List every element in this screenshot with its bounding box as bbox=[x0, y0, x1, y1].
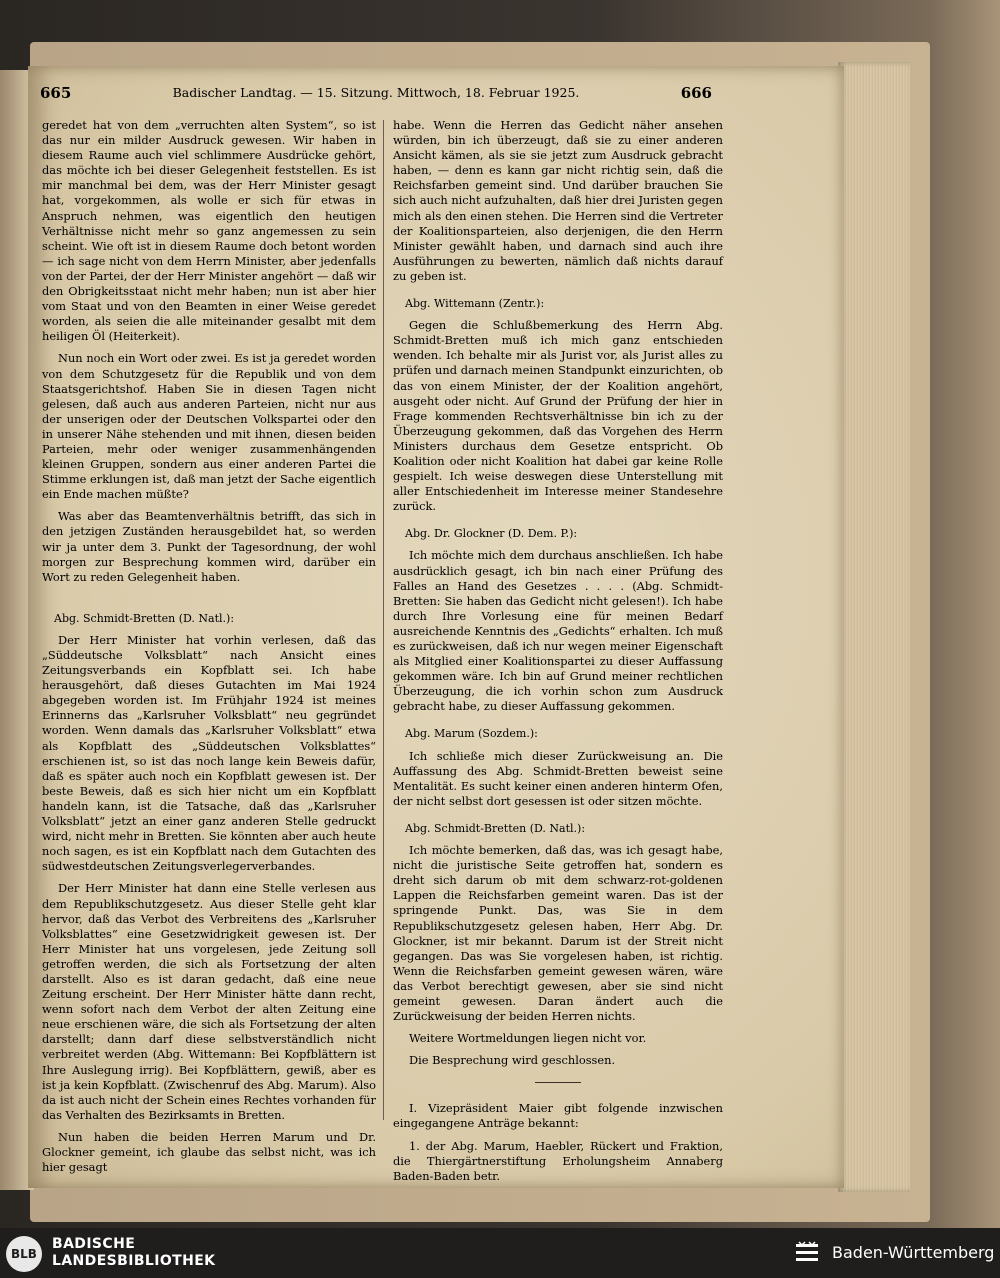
running-header bbox=[40, 84, 712, 106]
section-separator bbox=[535, 1082, 581, 1083]
paragraph: Der Herr Minister hat vorhin verlesen, daß das „Süddeutsche Volksblatt“ nach Ansicht eines Zeitungsverbands ein Kopfblatt sei. Ich habe herausgehört, daß dieses Gutachten im Mai 1924 abgegeben worden ist. Im Frühjahr 1924 ist meines Erinnerns das „Karlsruher Volksblatt“ neu gegründet worden. Wenn damals das „Karlsruher Volksblatt“ etwa als Kopfblatt des „Süddeutschen Volksblattes“ erschienen ist, so ist das noch lange kein Beweis dafür, daß es später auch noch ein Kopfblatt gewesen ist. Der beste Beweis, daß es sich hier nicht um ein Kopfblatt handeln kann, ist die Tatsache, daß das „Karlsruher Volksblatt“ jetzt an einer ganz anderen Stelle gedruckt wird, nicht mehr in Bretten. Sie könnten aber auch heute noch sagen, es ist ein Kopfblatt nach dem Gutachten des südwestdeutschen Zeitungsverlegerverbandes. bbox=[42, 632, 376, 874]
paragraph: Nun noch ein Wort oder zwei. Es ist ja geredet worden von dem Schutzgesetz für die Republik und von dem Staatsgerichtshof. Haben Sie in diesen Tagen nicht gelesen, daß auch aus anderen Parteien, nicht nur aus der unserigen oder der Deutschen Volkspartei oder den in unserer Nähe stehenden und mit ihnen, diesen beiden Parteien, mehr oder weniger zusammenhängenden kleinen Gruppen, sondern aus einer anderen Partei die Stimme erklungen ist, daß man jetzt der Sache eigentlich ein Ende machen müßte? bbox=[42, 351, 376, 502]
paragraph: Was aber das Beamtenverhältnis betrifft, das sich in den jetzigen Zuständen herausgebildet hat, so werden wir ja unter dem 3. Punkt der Tagesordnung, der wohl morgen zur Besprechung kommen wird, darüber ein Wort zu reden Gelegenheit haben. bbox=[42, 509, 376, 584]
speaker-heading: Abg. Schmidt-Bretten (D. Natl.): bbox=[54, 611, 235, 625]
coat-of-arms-icon bbox=[792, 1238, 822, 1268]
library-name[interactable] bbox=[52, 1236, 215, 1270]
paragraph: Die Besprechung wird geschlossen. bbox=[409, 1053, 616, 1068]
paragraph: Ich möchte bemerken, daß das, was ich gesagt habe, nicht die juristische Seite getroffen hat, sondern es dreht sich darum ob mit dem schwarz-rot-goldenen Lappen die Reichsfarben gemeint waren. Das ist der springende Punkt. Das, was Sie in dem Republikschutzgesetz gelesen haben, Herr Abg. Dr. Glockner, ist mir bekannt. Darum ist der Streit nicht gegangen. Das was Sie vorgelesen haben, ist richtig. Wenn die Reichsfarben gemeint gewesen wären, wäre das Verbot berechtigt gewesen, aber sie sind nicht gemeint gewesen. Daran ändert auch die Zurückweisung der beiden Herren nichts. bbox=[393, 843, 723, 1024]
footer-bar bbox=[0, 1228, 1000, 1278]
paragraph: 1. der Abg. Marum, Haebler, Rückert und Fraktion, die Thiergärtnerstiftung Erholungsheim Annaberg Baden-Baden betr. bbox=[393, 1138, 723, 1183]
paragraph: geredet hat von dem „verruchten alten System“, so ist das nur ein milder Ausdruck gewesen. Wir haben in diesem Raume auch viel schlimmere Ausdrücke gehört, das möchte ich bei dieser Gelegenheit feststellen. Es ist mir manchmal bei dem, was der Herr Minister gesagt hat, vorgekommen, als wolle er sich für etwas in Anspruch nehmen, was eigentlich den heutigen Verhältnisse nicht mehr so ganz angemessen zu sein scheint. Wie oft ist in diesem Raume doch betont worden — ich sage nicht von dem Herrn Minister, aber jedenfalls von der Partei, der der Herr Minister angehört — daß wir den Obrigkeitsstaat nicht mehr haben; nun ist aber hier vom Staat und von den Beamten in einer Weise geredet worden, als seien die alle miteinander gesalbt mit dem heiligen Öl (Heiterkeit). bbox=[42, 118, 376, 344]
paragraph: Weitere Wortmeldungen liegen nicht vor. bbox=[409, 1031, 647, 1046]
library-line-2: LANDESBIBLIOTHEK bbox=[52, 1253, 216, 1269]
library-line-1: BADISCHE bbox=[52, 1236, 136, 1252]
page-number-left: 665 bbox=[40, 84, 72, 102]
page-fore-edge bbox=[838, 62, 910, 1192]
page-number-right: 666 bbox=[680, 84, 712, 102]
speaker-heading: Abg. Schmidt-Bretten (D. Natl.): bbox=[405, 821, 586, 835]
paragraph: Nun haben die beiden Herren Marum und Dr. Glockner gemeint, ich glaube das selbst nicht, was ich hier gesagt bbox=[42, 1129, 376, 1175]
speaker-heading: Abg. Wittemann (Zentr.): bbox=[405, 297, 545, 311]
speaker-heading: Abg. Dr. Glockner (D. Dem. P.): bbox=[405, 527, 578, 541]
blb-logo[interactable]: BLB bbox=[6, 1236, 42, 1272]
paragraph: Der Herr Minister hat dann eine Stelle verlesen aus dem Republikschutzgesetz. Aus dieser Stelle geht klar hervor, daß das Verbot des Verbreitens des „Karlsruher Volksblattes“ eine Gesetzwidrigkeit gewesen ist. Der Herr Minister hat uns vorgelesen, jede Zeitung soll getroffen werden, die sich als Fortsetzung der alten darstellt. Also es ist daran gedacht, daß eine neue Zeitung erscheint. Der Herr Minister hätte dann recht, wenn sofort nach dem Verbot der alten Zeitung eine neue erschienen wäre, die sich als Fortsetzung der alten darstellt; dann darf diese selbstverständlich nicht verbreitet werden (Abg. Wittemann: Bei Kopfblättern ist Ihre Auslegung irrig). Bei Kopfblättern, gewiß, aber es ist ja kein Kopfblatt. (Zwischenruf des Abg. Marum). Also da ist auch nicht der Schein eines Rechtes vorhanden für das Verhalten des Bezirksamts in Bretten. bbox=[42, 881, 376, 1122]
right-column bbox=[393, 118, 723, 1191]
header-title: Badischer Landtag. — 15. Sitzung. Mittwoch, 18. Februar 1925. bbox=[172, 85, 580, 100]
state-name[interactable]: Baden-Württemberg bbox=[832, 1243, 995, 1262]
paragraph: I. Vizepräsident Maier gibt folgende inzwischen eingegangene Anträge bekannt: bbox=[393, 1101, 723, 1131]
column-rule bbox=[383, 120, 384, 1120]
paragraph: Ich möchte mich dem durchaus anschließen. Ich habe ausdrücklich gesagt, ich bin nach einer Prüfung des Falles an Hand des Gesetzes . . . . (Abg. Schmidt-Bretten: Sie haben das Gedicht nicht gelesen!). Ich habe durch Ihre Vorlesung eine für meinen Bedarf ausreichende Kenntnis des „Gedichts“ erhalten. Ich muß es zurückweisen, daß ich nur wegen meiner Eigenschaft als Mitglied einer Koalitionspartei zu dieser Auffassung gekommen wäre. Ich bin auf Grund meiner rechtlichen Überzeugung, die ich vorhin schon zum Ausdruck gebracht habe, zu dieser Auffassung gekommen. bbox=[393, 548, 723, 714]
left-column bbox=[42, 118, 376, 1182]
paragraph: Gegen die Schlußbemerkung des Herrn Abg. Schmidt-Bretten muß ich mich ganz entschieden wenden. Ich behalte mir als Jurist vor, als Jurist alles zu prüfen und darnach meinen Standpunkt einzurichten, ob das von einem Minister, der der Koalition angehört, ausgeht oder nicht. Auf Grund der Prüfung der hier in Frage kommenden Rechtsverhältnisse bin ich zu der Überzeugung gekommen, daß das Vorgehen des Herrn Ministers durchaus dem Gesetze entspricht. Ob Koalition oder nicht Koalition hat dabei gar keine Rolle gespielt. Ich weise deswegen diese Unterstellung mit aller Entschiedenheit im Interesse meiner Standesehre zurück. bbox=[393, 318, 723, 514]
speaker-heading: Abg. Marum (Sozdem.): bbox=[405, 727, 538, 741]
paragraph: Ich schließe mich dieser Zurückweisung an. Die Auffassung des Abg. Schmidt-Bretten beweist seine Mentalität. Es sucht keiner einen anderen hinterm Ofen, der nicht selbst dort gesessen ist oder sitzen möchte. bbox=[393, 748, 723, 808]
paragraph: habe. Wenn die Herren das Gedicht näher ansehen würden, bin ich überzeugt, daß sie zu einer anderen Ansicht kämen, als sie sie jetzt zum Ausdruck gebracht haben, — denn es kann gar nicht richtig sein, daß die Reichsfarben gemeint sind. Und darüber brauchen Sie sich auch nicht aufzuhalten, daß hier drei Juristen gegen mich als den einen stehen. Die Herren sind die Vertreter der Koalitionsparteien, also derjenigen, die den Herrn Minister gewählt haben, und darnach sind auch ihre Ausführungen zu bewerten, nämlich daß nichts darauf zu geben ist. bbox=[393, 118, 723, 283]
